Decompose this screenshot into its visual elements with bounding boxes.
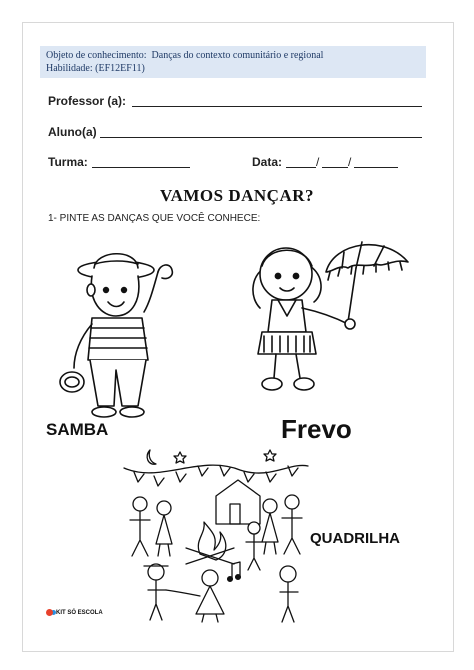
header-band <box>40 46 426 78</box>
samba-boy-illustration[interactable] <box>58 242 188 422</box>
professor-label: Professor (a): <box>48 94 127 108</box>
brand-name: KIT SÓ ESCOLA <box>56 609 103 616</box>
data-separator-1: / <box>316 155 320 169</box>
objeto-value: Danças do contexto comunitário e regional <box>151 50 324 61</box>
habilidade-value: (EF12EF11) <box>95 63 145 74</box>
data-year-line[interactable] <box>354 167 398 168</box>
quadrilha-illustration[interactable] <box>120 444 310 624</box>
aluno-line[interactable] <box>100 137 422 138</box>
data-separator-2: / <box>348 155 352 169</box>
habilidade-label: Habilidade: <box>46 63 93 74</box>
page-title: VAMOS DANÇAR? <box>160 186 314 205</box>
habilidade-row <box>46 62 420 75</box>
turma-label: Turma: <box>48 155 88 169</box>
data-day-line[interactable] <box>286 167 316 168</box>
objeto-label: Objeto de conhecimento: <box>46 50 147 61</box>
quadrilha-label: QUADRILHA <box>310 530 400 547</box>
samba-label: SAMBA <box>46 420 109 439</box>
frevo-girl-illustration[interactable] <box>244 228 414 398</box>
instruction-text: 1- PINTE AS DANÇAS QUE VOCÊ CONHECE: <box>48 213 261 224</box>
data-label: Data: <box>252 155 283 169</box>
brand-logo <box>46 609 103 616</box>
data-month-line[interactable] <box>322 167 348 168</box>
objeto-row <box>46 49 420 62</box>
frevo-label: Frevo <box>281 414 352 444</box>
brand-mark-icon <box>46 609 53 616</box>
aluno-label: Aluno(a) <box>48 125 97 139</box>
professor-line[interactable] <box>132 106 422 107</box>
turma-line[interactable] <box>92 167 190 168</box>
